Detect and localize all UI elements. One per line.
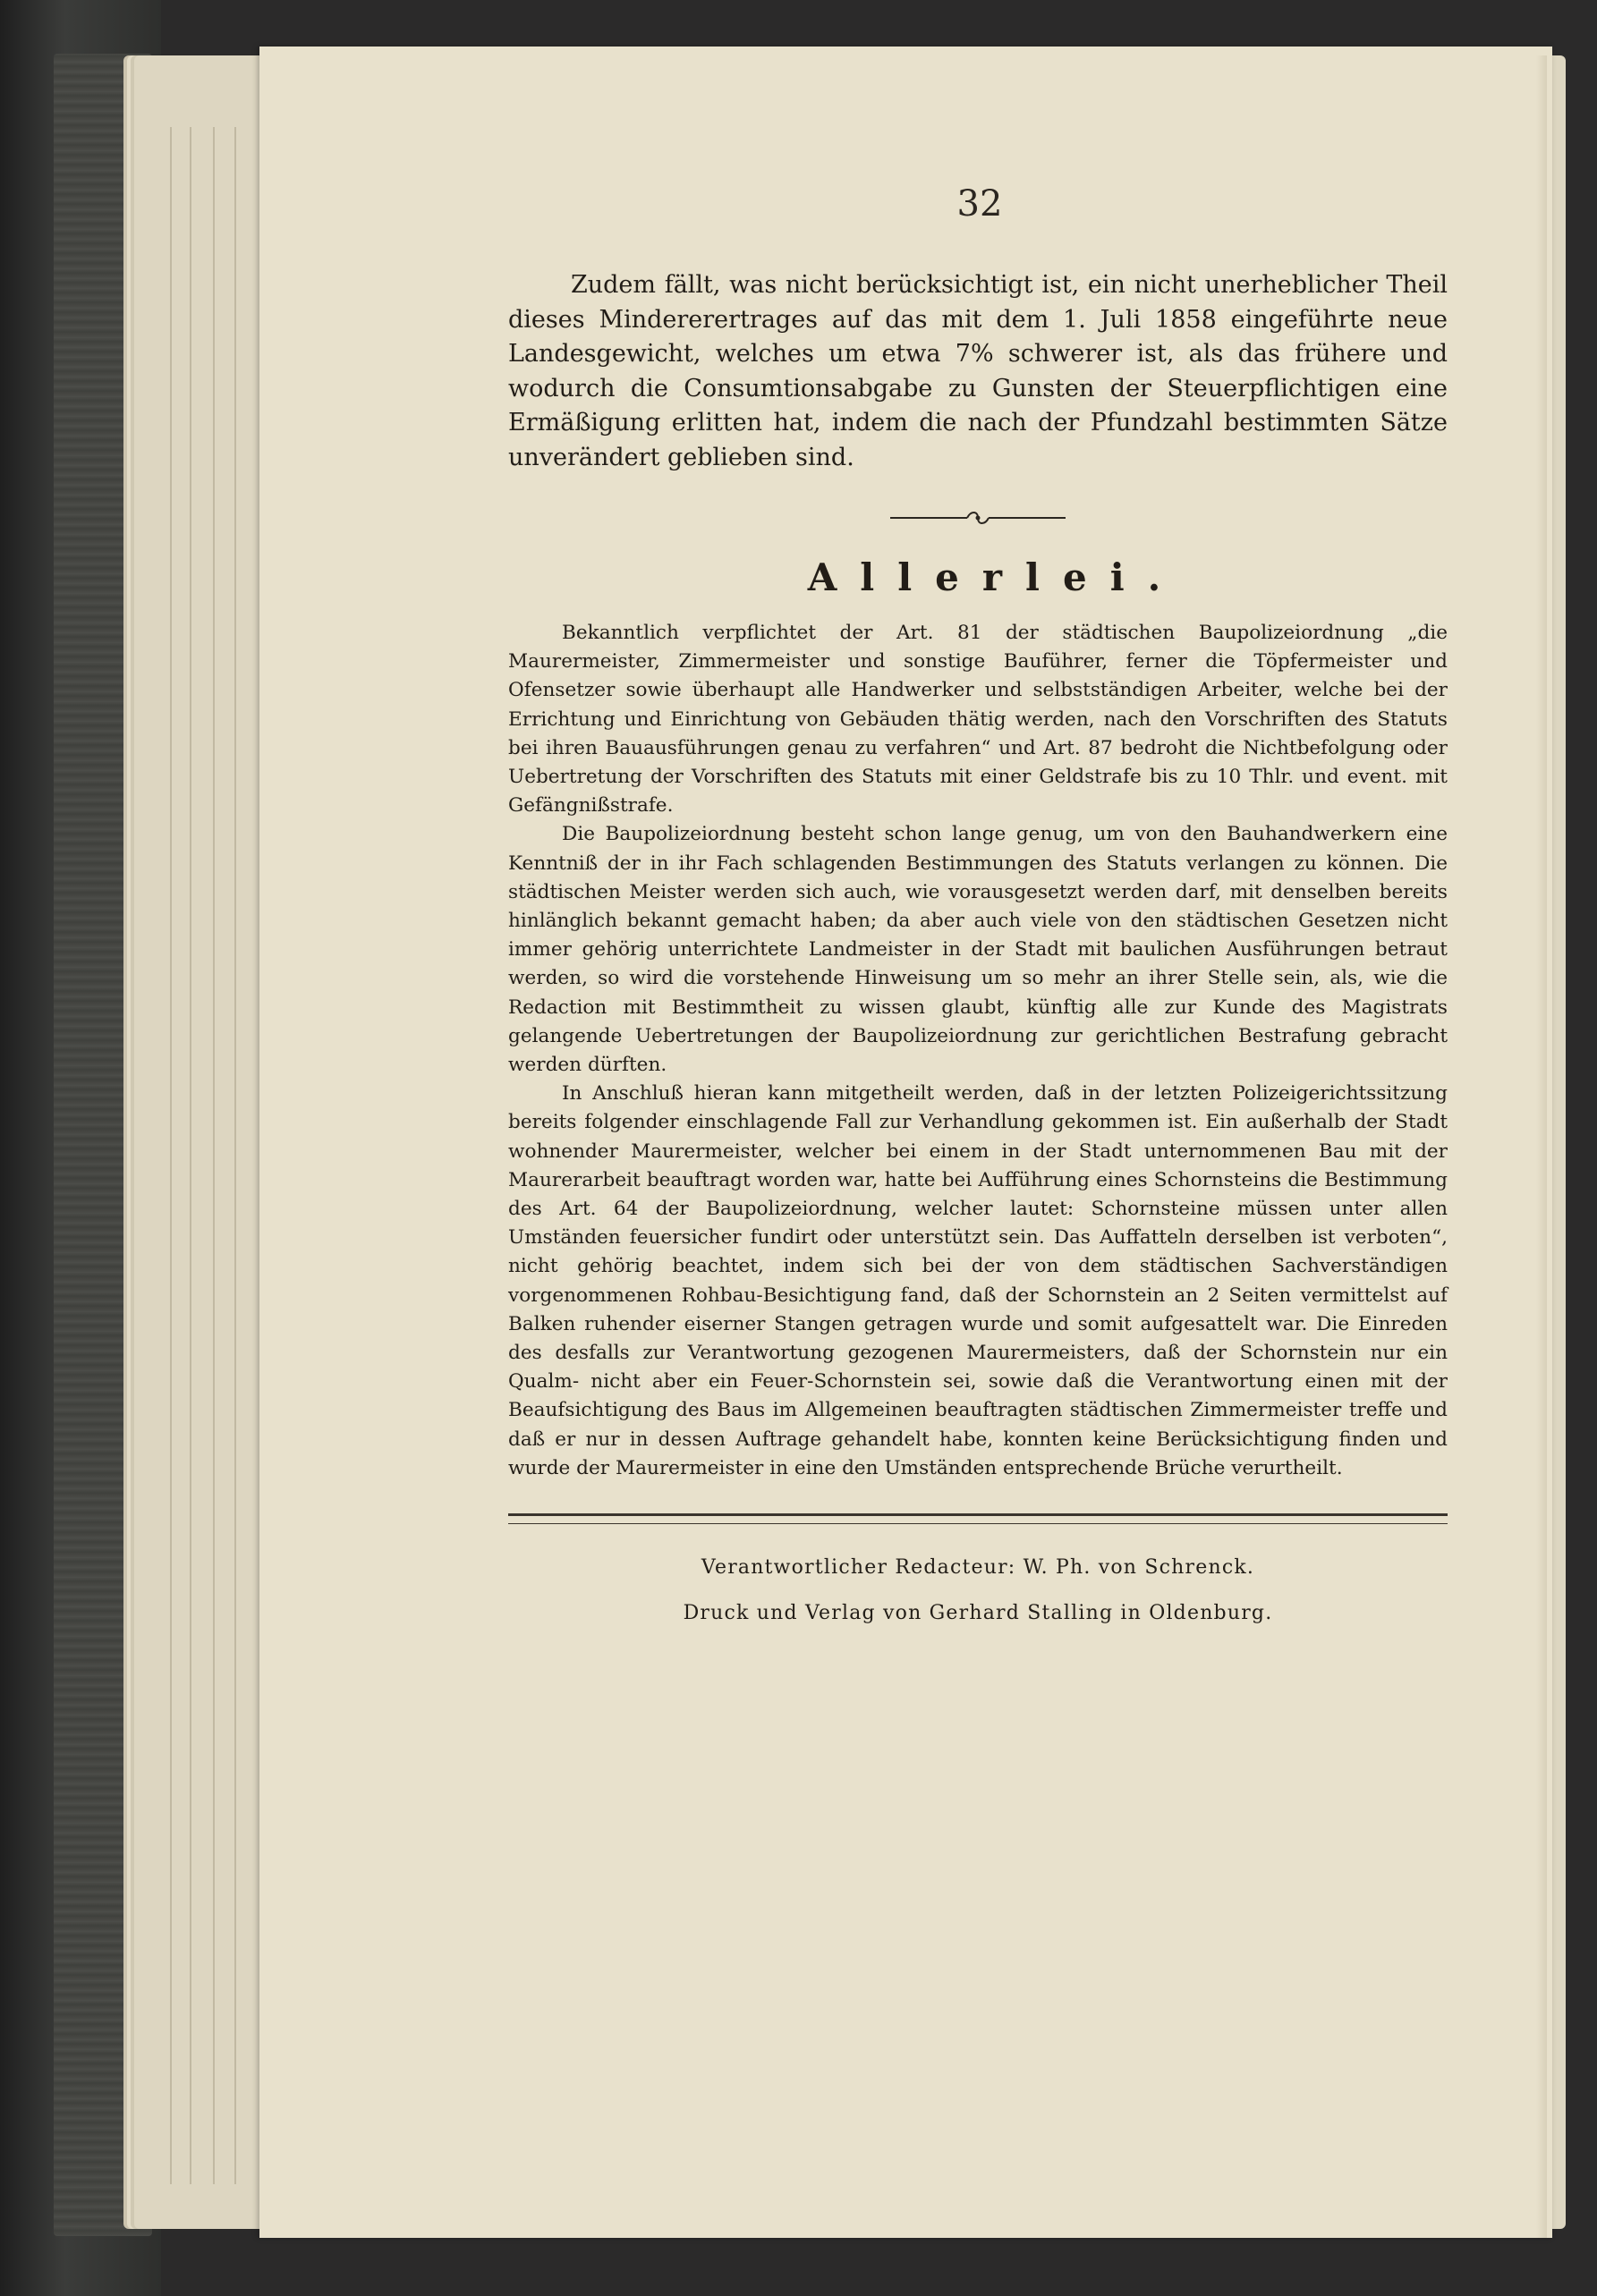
- editor-credit: Verantwortlicher Redacteur: W. Ph. von Schrenck.: [701, 1556, 1255, 1580]
- section-heading: Allerlei.: [807, 555, 1185, 599]
- footer-double-rule: [508, 1513, 1448, 1524]
- lead-paragraph: Zudem fällt, was nicht berücksichtigt ist, ein nicht unerheblicher Theil dieses Mindererertrages auf das mit dem 1. Juli 1858 eingeführte neue Landesgewicht, welches um etwa 7% schwerer ist, als das frühere und wodurch die Consumtionsabgabe zu Gunsten der Steuerpflichtigen eine Ermäßigung erlitten hat, indem die nach der Pfundzahl bestimmten Sätze unverändert geblieben sind.: [508, 271, 1448, 471]
- ornament-divider-icon: [888, 507, 1067, 529]
- page-edge-line: [190, 127, 191, 2184]
- page-edge-line: [234, 127, 236, 2184]
- page-text-column: [508, 268, 1448, 1624]
- printer-credit: Druck und Verlag von Gerhard Stalling in Oldenburg.: [683, 1602, 1273, 1625]
- article-paragraph: In Anschluß hieran kann mitgetheilt werden, daß in der letzten Polizeigerichtssitzung bereits folgender einschlagende Fall zur Verhandlung gekommen ist. Ein außerhalb der Stadt wohnender Maurermeister, welcher bei einem in der Stadt unternommenen Bau mit der Maurerarbeit beauftragt worden war, hatte bei Aufführung eines Schornsteins die Bestimmung des Art. 64 der Baupolizeiordnung, welcher lautet: Schornsteine müssen unter allen Umständen feuersicher fundirt oder unterstützt sein. Das Auffatteln derselben ist verboten“, nicht gehörig beachtet, indem sich bei der von dem städtischen Sachverständigen vorgenommenen Rohbau-Besichtigung fand, daß der Schornstein an 2 Seiten vermittelst auf Balken ruhender eiserner Stangen getragen wurde und somit aufgesattelt war. Die Einreden des desfalls zur Verantwortung gezogenen Maurermeisters, daß der Schornstein nur ein Qualm- nicht aber ein Feuer-Schornstein sei, sowie daß die Verantwortung einen mit der Beaufsichtigung des Baus im Allgemeinen beauftragten städtischen Zimmermeister treffe und daß er nur in dessen Auftrage gehandelt habe, konnten keine Berücksichtigung finden und wurde der Maurermeister in eine den Umständen entsprechende Brüche verurtheilt.: [508, 1082, 1448, 1479]
- page-edge-line: [170, 127, 172, 2184]
- article-paragraph: Bekanntlich verpflichtet der Art. 81 der städtischen Baupolizeiordnung „die Maurermeister, Zimmermeister und sonstige Bauführer, ferner die Töpfermeister und Ofensetzer sowie überhaupt alle Handwerker und selbstständigen Arbeiter, welche bei der Errichtung und Einrichtung von Gebäuden thätig werden, nach den Vorschriften des Statuts bei ihren Bauausführungen genau zu verfahren“ und Art. 87 bedroht die Nichtbefolgung oder Uebertretung der Vorschriften des Statuts mit einer Geldstrafe bis zu 10 Thlr. und event. mit Gefängnißstrafe.: [508, 622, 1448, 818]
- page-edge-line: [213, 127, 215, 2184]
- article-paragraph: Die Baupolizeiordnung besteht schon lange genug, um von den Bauhandwerkern eine Kenntniß der in ihr Fach schlagenden Bestimmungen des Statuts verlangen zu können. Die städtischen Meister werden sich auch, wie vorausgesetzt werden darf, mit denselben bereits hinlänglich bekannt gemacht haben; da aber auch viele von den städtischen Gesetzen nicht immer gehörig unterrichtete Landmeister in der Stadt mit baulichen Ausführungen betraut werden, so wird die vorstehende Hinweisung um so mehr an ihrer Stelle sein, als, wie die Redaction mit Bestimmtheit zu wissen glaubt, künftig alle zur Kunde des Magistrats gelangende Uebertretungen der Baupolizeiordnung zur gerichtlichen Bestrafung gebracht werden dürften.: [508, 823, 1448, 1077]
- page-shadow-edge: [1536, 55, 1547, 2238]
- page-number: 32: [956, 183, 1003, 225]
